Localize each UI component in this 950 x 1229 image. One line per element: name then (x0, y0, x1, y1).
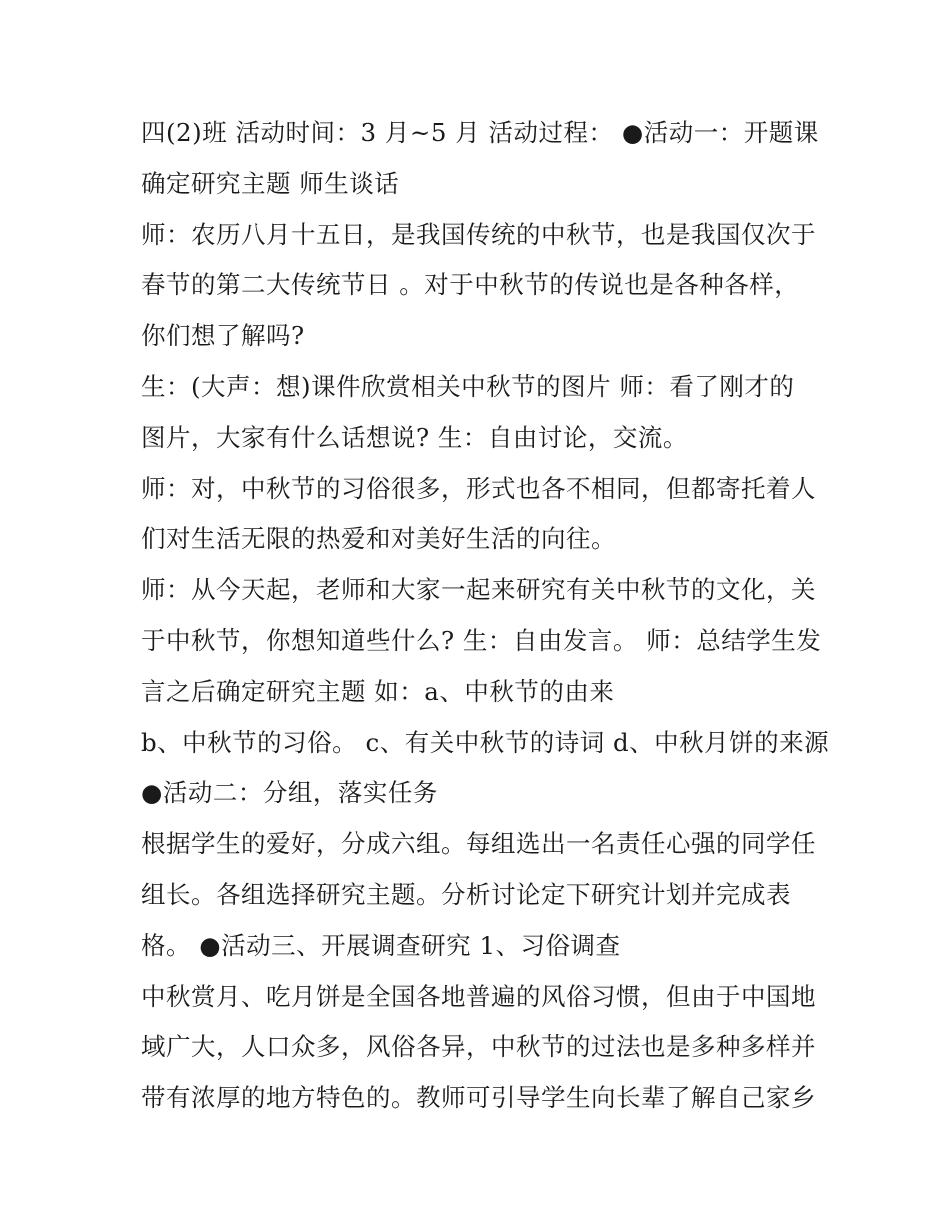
text-line: 四(2)班 活动时间：3 月~5 月 活动过程： ●活动一：开题课 (141, 118, 819, 147)
text-line: ●活动二：分组，落实任务 (141, 778, 438, 808)
text-line: 们对生活无限的热爱和对美好生活的向往。 (141, 524, 616, 554)
text-line: 师：对，中秋节的习俗很多，形式也各不相同，但都寄托着人 (141, 473, 816, 503)
document-body (141, 108, 830, 1124)
text-line: 根据学生的爱好，分成六组。每组选出一名责任心强的同学任 (141, 829, 816, 859)
text-line: 组长。各组选择研究主题。分析讨论定下研究计划并完成表 (141, 879, 791, 909)
text-line: 你们想了解吗? (141, 321, 305, 351)
text-line: 师：从今天起，老师和大家一起来研究有关中秋节的文化，关 (141, 575, 816, 605)
text-line: 格。 ●活动三、开展调查研究 1、习俗调查 (141, 930, 621, 960)
text-line: 师：农历八月十五日，是我国传统的中秋节，也是我国仅次于 (141, 219, 816, 249)
text-line: 域广大，人口众多，风俗各异，中秋节的过法也是多种多样并 (141, 1032, 816, 1062)
text-line: 生：(大声：想)课件欣赏相关中秋节的图片 师：看了刚才的 (141, 371, 795, 401)
text-line: 春节的第二大传统节日 。对于中秋节的传说也是各种各样， (141, 270, 800, 300)
text-line: 图片，大家有什么话想说? 生：自由讨论，交流。 (141, 422, 688, 452)
text-line: b、中秋节的习俗。 c、有关中秋节的诗词 d、中秋月饼的来源 (141, 727, 830, 757)
text-line: 中秋赏月、吃月饼是全国各地普遍的风俗习惯，但由于中国地 (141, 981, 816, 1011)
text-line: 确定研究主题 师生谈话 (141, 168, 400, 198)
text-line: 言之后确定研究主题 如：a、中秋节的由来 (141, 676, 615, 706)
text-line: 于中秋节，你想知道些什么? 生：自由发言。 师：总结学生发 (141, 625, 822, 655)
text-line: 带有浓厚的地方特色的。教师可引导学生向长辈了解自己家乡 (141, 1083, 816, 1113)
